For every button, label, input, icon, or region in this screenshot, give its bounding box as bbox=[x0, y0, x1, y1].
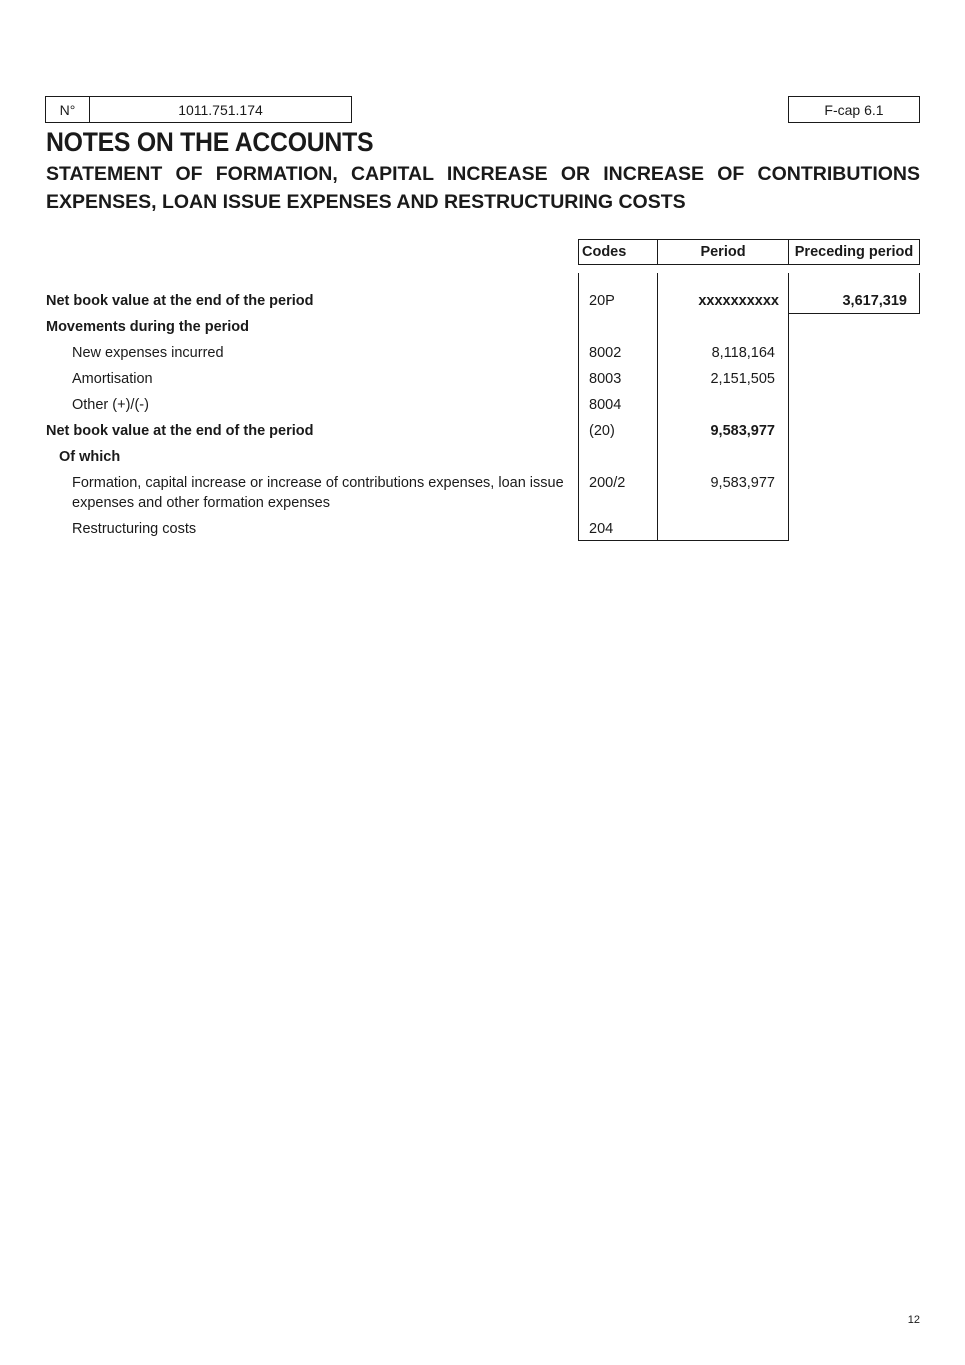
row-period-value: 8,118,164 bbox=[711, 345, 775, 361]
row-label-amortisation: Amortisation bbox=[72, 371, 153, 387]
row-label-restructuring-costs: Restructuring costs bbox=[72, 521, 197, 537]
row-code: 200/2 bbox=[589, 475, 626, 491]
row-period-value: xxxxxxxxxx bbox=[698, 293, 779, 309]
page-subtitle: STATEMENT OF FORMATION, CAPITAL INCREASE OR INCREASE OF CONTRIBUTIONS EXPENSES, LOAN ISSUE EXPENSES AND RESTRUCTURING COSTS bbox=[46, 163, 920, 213]
column-header-period: Period bbox=[657, 239, 789, 265]
row-code: 8002 bbox=[589, 345, 622, 361]
row-code: 8004 bbox=[589, 397, 622, 413]
preceding-cell-bottom-border bbox=[788, 313, 920, 314]
row-label-net-book-value-end: Net book value at the end of the period bbox=[46, 423, 314, 439]
row-label-other: Other (+)/(-) bbox=[72, 397, 149, 413]
form-code: F-cap 6.1 bbox=[788, 96, 920, 123]
codes-column-left-border bbox=[578, 273, 579, 541]
row-label-new-expenses: New expenses incurred bbox=[72, 345, 224, 361]
page-number: 12 bbox=[907, 1314, 920, 1326]
preceding-column-right-border bbox=[919, 273, 920, 314]
row-code: 204 bbox=[589, 521, 614, 537]
page-title: NOTES ON THE ACCOUNTS bbox=[46, 127, 374, 157]
row-label-movements: Movements during the period bbox=[46, 319, 250, 335]
row-code: 20P bbox=[589, 293, 615, 309]
column-header-preceding-period: Preceding period bbox=[788, 239, 920, 265]
row-label-of-which: Of which bbox=[59, 449, 121, 465]
number-label: N° bbox=[45, 96, 90, 123]
row-period-value: 2,151,505 bbox=[710, 371, 775, 387]
row-period-value: 9,583,977 bbox=[710, 475, 775, 491]
row-code: (20) bbox=[589, 423, 615, 439]
row-label-net-book-value-start: Net book value at the end of the period bbox=[46, 293, 314, 309]
company-number: 1011.751.174 bbox=[89, 96, 352, 123]
period-column-left-border bbox=[657, 273, 658, 541]
row-code: 8003 bbox=[589, 371, 622, 387]
column-header-codes: Codes bbox=[578, 239, 658, 265]
row-preceding-value: 3,617,319 bbox=[842, 293, 907, 309]
row-period-value: 9,583,977 bbox=[710, 423, 775, 439]
table-bottom-border bbox=[578, 540, 789, 541]
row-label-formation-expenses-line2: expenses and other formation expenses bbox=[72, 495, 330, 511]
row-label-formation-expenses: Formation, capital increase or increase of contributions expenses, loan issue bbox=[72, 475, 564, 491]
